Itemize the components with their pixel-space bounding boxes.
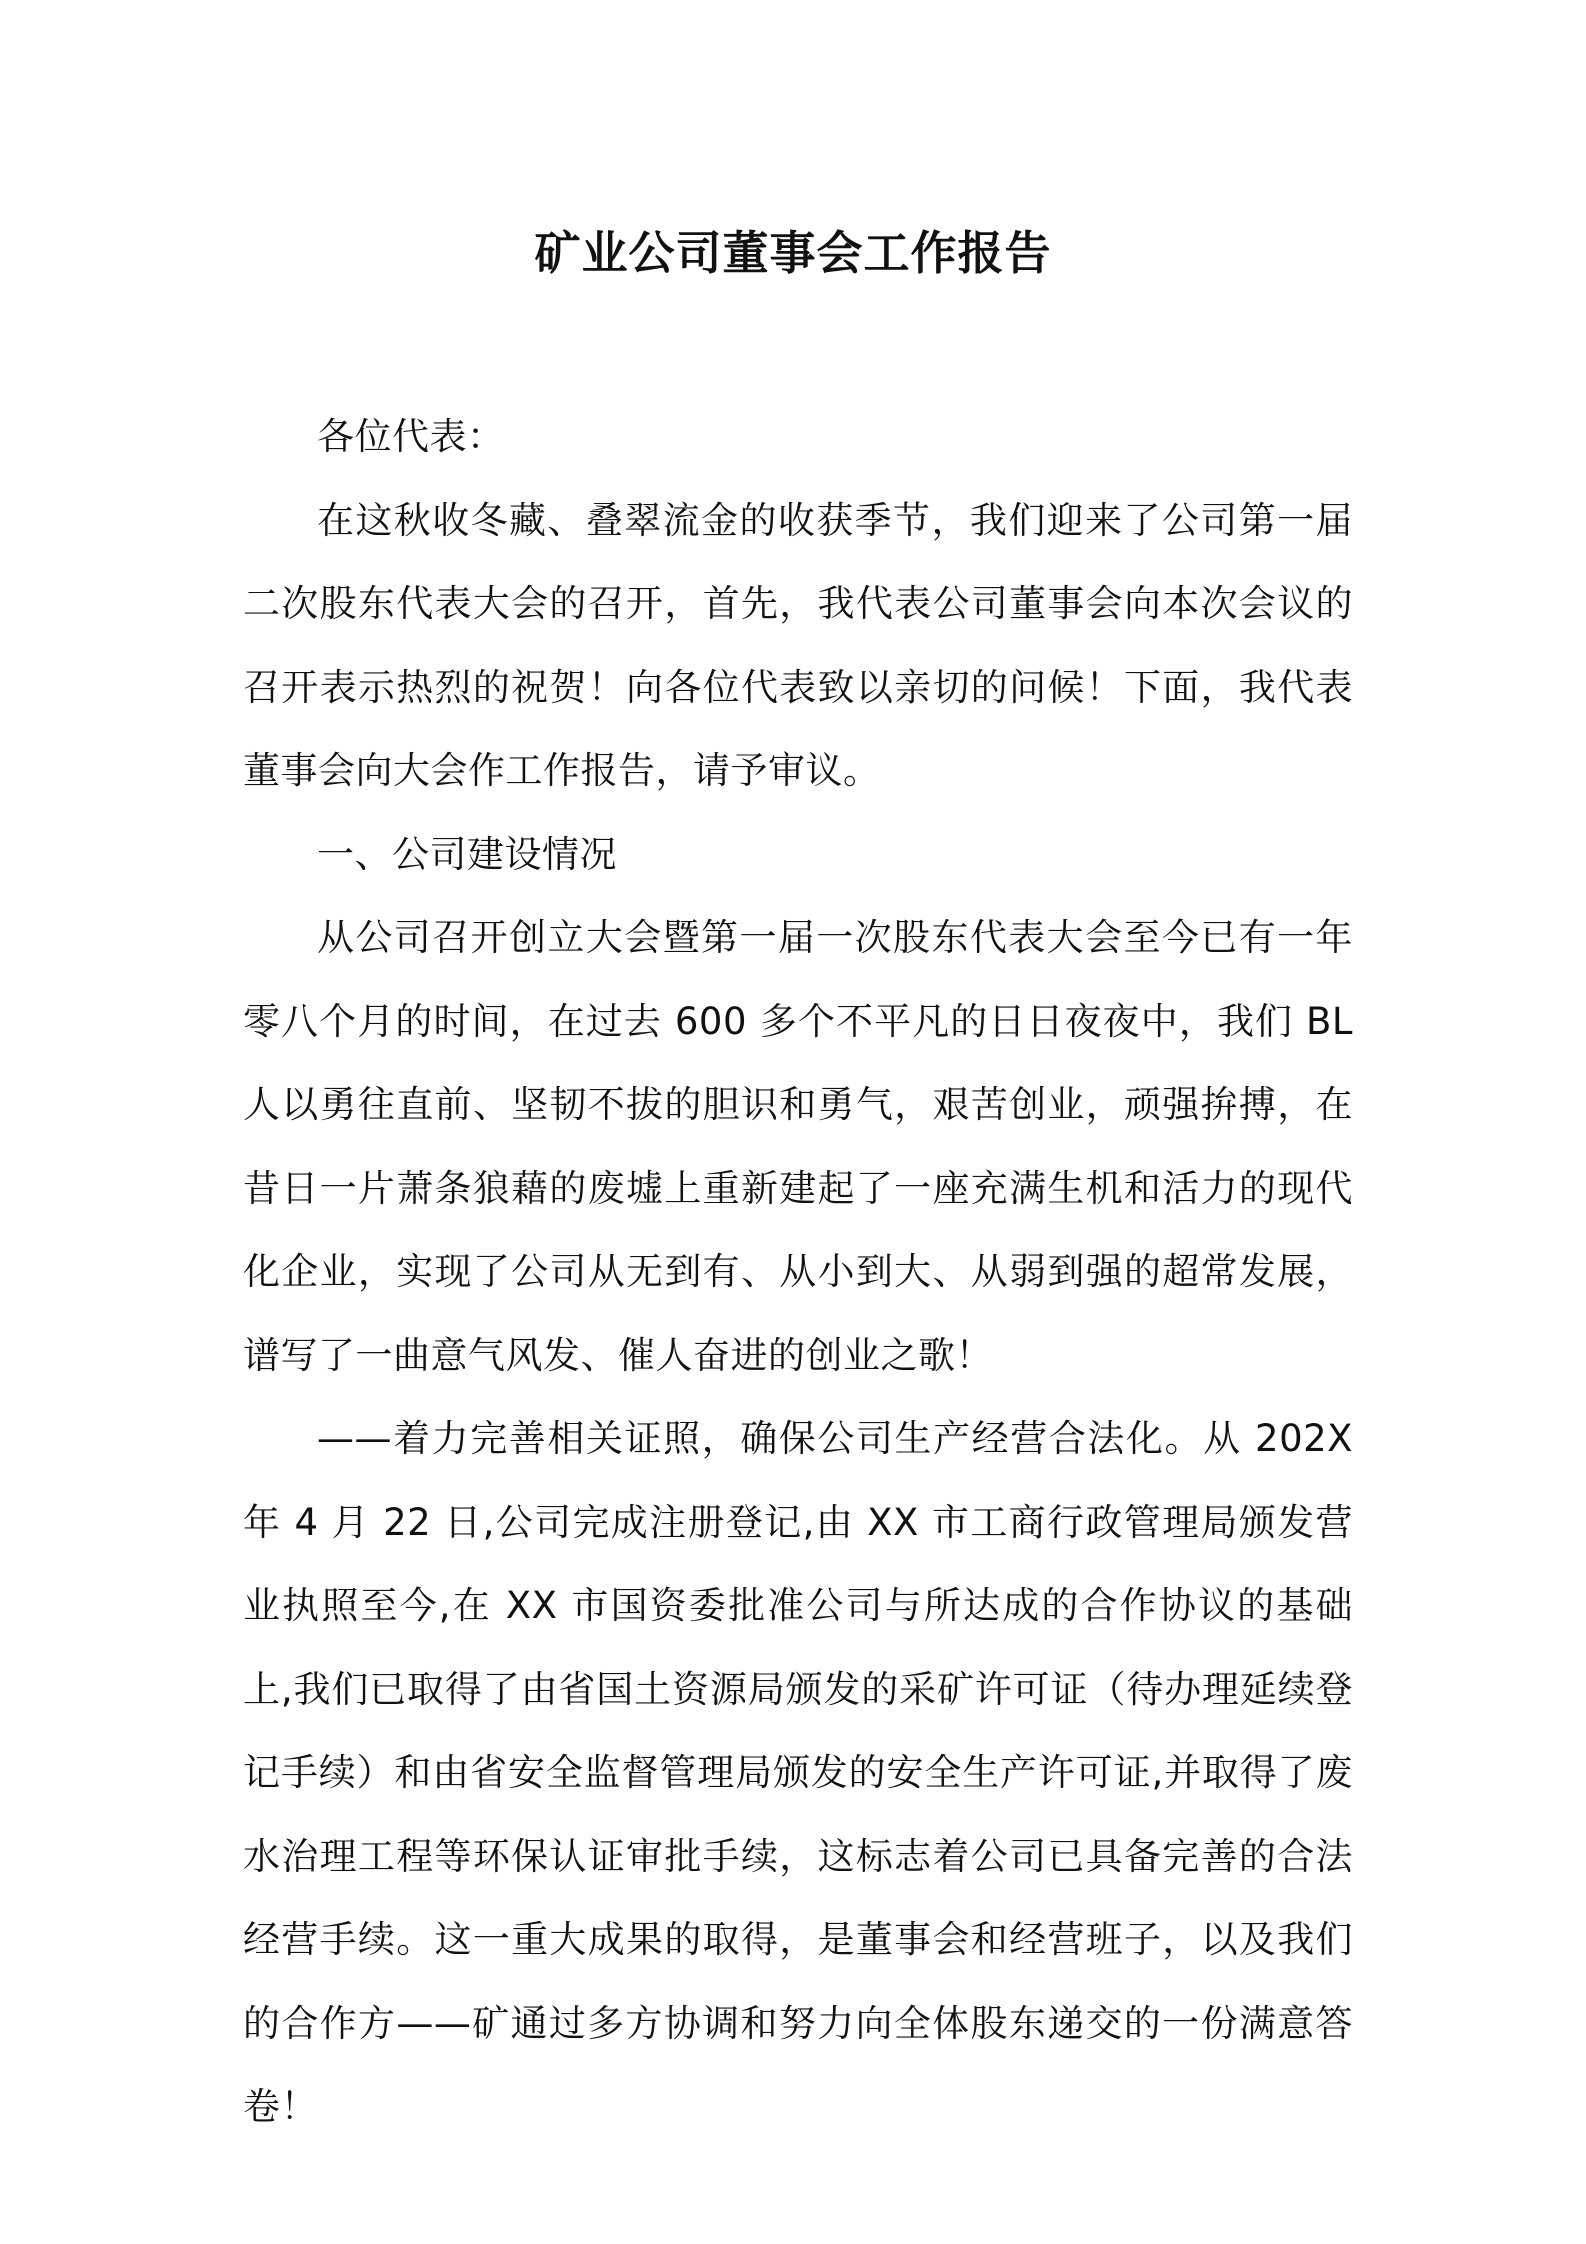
document-body <box>243 395 1353 2149</box>
salutation: 各位代表： <box>317 415 505 458</box>
paragraph-development: 从公司召开创立大会暨第一届一次股东代表大会至今已有一年零八个月的时间，在过去 600 多个不平凡的日日夜夜中，我们 BL 人以勇往直前、坚韧不拔的胆识和勇气，艰苦创业，顽强拚搏，在昔日一片萧条狼藉的废墟上重新建起了一座充满生机和活力的现代化企业，实现了公司从无到有、从小到大、从弱到强的超常发展，谱写了一曲意气风发、催人奋进的创业之歌！ <box>243 916 1353 1377</box>
document-title: 矿业公司董事会工作报告 <box>534 226 1052 280</box>
paragraph-licenses: ——着力完善相关证照，确保公司生产经营合法化。从 202X 年 4 月 22 日,公司完成注册登记,由 XX 市工商行政管理局颁发营业执照至今,在 XX 市国资委批准公司与所达成的合作协议的基础上,我们已取得了由省国土资源局颁发的采矿许可证（待办理延续登记手续）和由省安全监督管理局颁发的安全生产许可证,并取得了废水治理工程等环保认证审批手续，这标志着公司已具备完善的合法经营手续。这一重大成果的取得，是董事会和经营班子，以及我们的合作方——矿通过多方协调和努力向全体股东递交的一份满意答卷！ <box>243 1417 1353 2128</box>
section-heading: 一、公司建设情况 <box>317 832 617 876</box>
paragraph-opening: 在这秋收冬藏、叠翠流金的收获季节，我们迎来了公司第一届二次股东代表大会的召开，首先，我代表公司董事会向本次会议的召开表示热烈的祝贺！向各位代表致以亲切的问候！下面，我代表董事会向大会作工作报告，请予审议。 <box>243 498 1353 792</box>
